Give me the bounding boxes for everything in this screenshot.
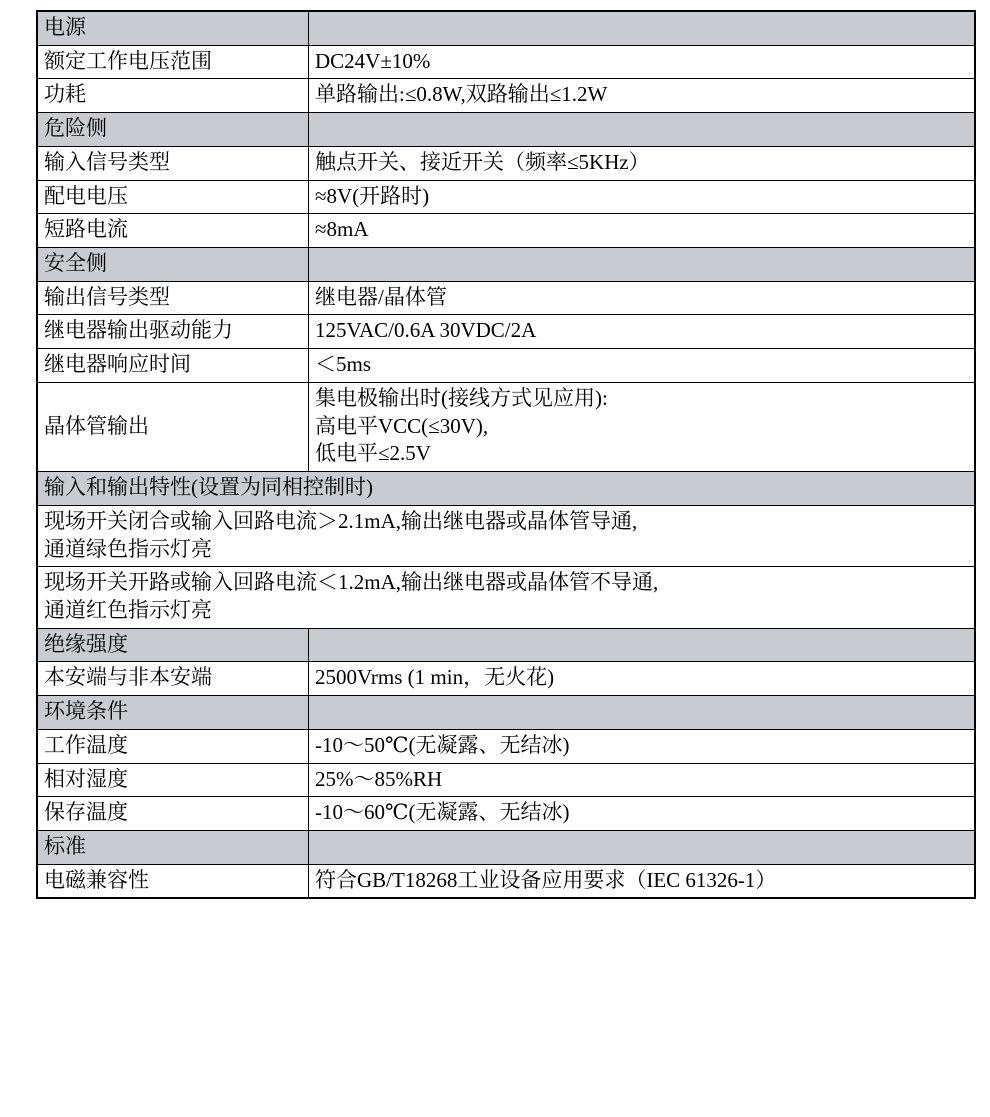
section-value xyxy=(309,628,976,662)
section-value xyxy=(309,11,976,45)
table-row xyxy=(37,248,975,282)
value-line: 集电极输出时(接线方式见应用): xyxy=(315,385,608,410)
table-row xyxy=(37,729,975,763)
section-label: 电源 xyxy=(37,11,309,45)
table-row xyxy=(37,472,975,506)
section-label: 绝缘强度 xyxy=(37,628,309,662)
section-label: 安全侧 xyxy=(37,248,309,282)
section-label: 标准 xyxy=(37,830,309,864)
row-value: ＜5ms xyxy=(309,349,976,383)
table-row xyxy=(37,79,975,113)
table-row xyxy=(37,567,975,628)
section-value xyxy=(309,248,976,282)
value-line: 通道绿色指示灯亮 xyxy=(44,536,212,561)
row-label: 额定工作电压范围 xyxy=(37,45,309,79)
value-line: 现场开关开路或输入回路电流＜1.2mA,输出继电器或晶体管不导通, xyxy=(44,570,659,595)
table-row xyxy=(37,696,975,730)
row-label: 配电电压 xyxy=(37,180,309,214)
table-row xyxy=(37,45,975,79)
row-value: ≈8mA xyxy=(309,214,976,248)
table-row xyxy=(37,830,975,864)
value-line: 高电平VCC(≤30V), xyxy=(315,413,489,438)
table-body xyxy=(37,11,975,898)
row-value xyxy=(37,567,975,628)
row-label: 短路电流 xyxy=(37,214,309,248)
value-line: 低电平≤2.5V xyxy=(315,441,431,466)
table-row xyxy=(37,763,975,797)
row-label: 继电器输出驱动能力 xyxy=(37,315,309,349)
row-value xyxy=(309,382,976,471)
table-row xyxy=(37,662,975,696)
row-value: 继电器/晶体管 xyxy=(309,281,976,315)
row-value: 125VAC/0.6A 30VDC/2A xyxy=(309,315,976,349)
table-row xyxy=(37,113,975,147)
row-value: -10～60℃(无凝露、无结冰) xyxy=(309,797,976,831)
row-label: 本安端与非本安端 xyxy=(37,662,309,696)
table-row xyxy=(37,146,975,180)
section-label: 输入和输出特性(设置为同相控制时) xyxy=(37,472,975,506)
table-row xyxy=(37,628,975,662)
section-value xyxy=(309,830,976,864)
value-line: 通道红色指示灯亮 xyxy=(44,597,212,622)
table-row xyxy=(37,11,975,45)
row-value: 符合GB/T18268工业设备应用要求（IEC 61326-1） xyxy=(309,864,976,898)
value-line: 现场开关闭合或输入回路电流＞2.1mA,输出继电器或晶体管导通, xyxy=(44,508,638,533)
row-label: 继电器响应时间 xyxy=(37,349,309,383)
table-row xyxy=(37,864,975,898)
table-row xyxy=(37,797,975,831)
row-value: DC24V±10% xyxy=(309,45,976,79)
row-value: 触点开关、接近开关（频率≤5KHz） xyxy=(309,146,976,180)
row-value: 单路输出:≤0.8W,双路输出≤1.2W xyxy=(309,79,976,113)
table-row xyxy=(37,505,975,566)
row-label: 电磁兼容性 xyxy=(37,864,309,898)
table-row xyxy=(37,281,975,315)
table-row xyxy=(37,315,975,349)
row-label: 输入信号类型 xyxy=(37,146,309,180)
row-label: 功耗 xyxy=(37,79,309,113)
section-value xyxy=(309,696,976,730)
row-value: 25%～85%RH xyxy=(309,763,976,797)
row-label: 相对湿度 xyxy=(37,763,309,797)
table-row xyxy=(37,382,975,471)
section-label: 危险侧 xyxy=(37,113,309,147)
row-label: 保存温度 xyxy=(37,797,309,831)
row-label: 晶体管输出 xyxy=(37,382,309,471)
row-value xyxy=(37,505,975,566)
row-label: 工作温度 xyxy=(37,729,309,763)
row-value: 2500Vrms (1 min，无火花) xyxy=(309,662,976,696)
table-row xyxy=(37,180,975,214)
section-value xyxy=(309,113,976,147)
table-row xyxy=(37,349,975,383)
row-label: 输出信号类型 xyxy=(37,281,309,315)
row-value: ≈8V(开路时) xyxy=(309,180,976,214)
section-label: 环境条件 xyxy=(37,696,309,730)
table-row xyxy=(37,214,975,248)
specification-table xyxy=(36,10,976,899)
row-value: -10～50℃(无凝露、无结冰) xyxy=(309,729,976,763)
